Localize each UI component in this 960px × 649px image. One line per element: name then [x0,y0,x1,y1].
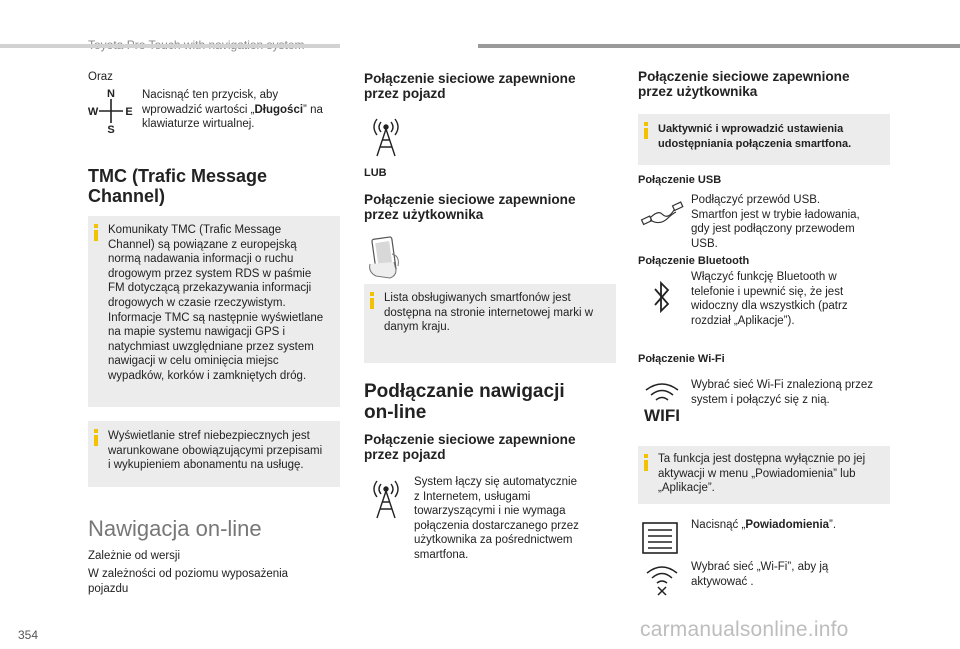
wifi-text: Wybrać sieć Wi-Fi znalezioną przez system i połączyć się z nią. [691,379,874,406]
equipment-text: W zależności od poziomu wyposażenia pojazdu [88,568,289,595]
activate-info-box [638,114,890,165]
header-bar-right [478,44,960,48]
antenna-icon [366,478,406,520]
compass-letter-e: E [125,106,133,118]
antenna-icon [366,116,406,158]
tmc-info-box [88,216,340,407]
activate-info-text: Uaktywnić i wprowadzić ustawienia udostępniania połączenia smartfona. [658,123,852,150]
page-number: 354 [18,628,39,642]
compass-description: Nacisnąć ten przycisk, aby wprowadzić wartości „Długości” na klawiaturze wirtualnej. [142,89,323,131]
version-text: Zależnie od wersji [88,550,181,562]
connect-navigation-title: Podłączanie nawigacji on-line [364,381,565,423]
wifi-label: Połączenie Wi-Fi [638,353,725,365]
tmc-title: TMC (Trafic Message Channel) [88,166,268,206]
lub-label: LUB [364,167,387,179]
notifications-text: Nacisnąć „Powiadomienia”. [691,519,837,531]
compass-letter-n: N [107,88,115,100]
info-icon [94,224,98,239]
danger-info-text: Wyświetlanie stref niebezpiecznych jest warunkowane obowiązującymi przepisami i wykupieniem abonamentu na usługę. [108,430,323,472]
bluetooth-icon [652,280,672,314]
bluetooth-text: Włączyć funkcję Bluetooth w telefonie i upewnić się, że jest widoczny dla wszystkich (patrz rozdział „Aplikacje”). [691,271,848,327]
user-connection-title: Połączenie sieciowe zapewnione przez użytkownika [364,192,576,222]
online-title: Nawigacja on-line [88,516,262,541]
compass-icon [88,88,134,134]
info-icon [644,454,648,469]
vehicle-connection-title: Połączenie sieciowe zapewnione przez pojazd [364,71,576,101]
info-icon [370,292,374,307]
header-bar-left [0,44,340,48]
vehicle-connection-text: System łączy się automatycznie z Internetem, usługami towarzyszącymi i nie wymaga połączenia dostarczanego przez użytkownika za pośrednictwem smartfona. [414,476,579,561]
info-icon [94,429,98,444]
function-info-box [638,446,890,504]
usb-cable-icon [640,196,684,230]
wifi-text-icon [640,380,684,424]
danger-info-box [88,421,340,487]
bluetooth-label: Połączenie Bluetooth [638,255,750,267]
oraz-text: Oraz [88,71,113,83]
wifi-off-icon [644,564,680,596]
function-info-text: Ta funkcja jest dostępna wyłącznie po jej aktywacji w menu „Powiadomienia” lub „Aplikacje”. [658,453,866,495]
smartphone-icon [364,234,410,280]
wifi-icon-label: WIFI [644,406,680,424]
usb-label: Połączenie USB [638,174,722,186]
user-connection-title-2: Połączenie sieciowe zapewnione przez użytkownika [638,69,850,99]
tmc-info-text: Komunikaty TMC (Trafic Message Channel) są powiązane z europejską normą nadawania informacji o ruchu drogowym przez system RDS w paśmie FM dotyczącą przekazywania informacji drogowych w czasie rzeczywistym. Informacje TMC są następnie wyświetlane na mapie systemu nawigacji GPS i natychmiast uwzględniane przez system nawigacji w celu ominięcia miejsc wypadków, korków i zamkniętych dróg. [108,224,324,382]
phones-info-box [364,284,616,363]
vehicle-connection-title-2: Połączenie sieciowe zapewnione przez pojazd [364,432,576,462]
info-icon [644,122,648,137]
phones-info-text: Lista obsługiwanych smartfonów jest dostępna na stronie internetowej marki w danym kraju. [384,292,594,334]
compass-letter-s: S [107,124,115,134]
menu-lines-icon [642,522,682,556]
watermark: carmanualsonline.info [640,618,849,641]
select-wifi-text: Wybrać sieć „Wi-Fi”, aby ją aktywować . [691,561,829,588]
compass-letter-w: W [88,106,99,118]
usb-text: Podłączyć przewód USB. Smartfon jest w trybie ładowania, gdy jest podłączony przewodem USB. [691,194,860,250]
